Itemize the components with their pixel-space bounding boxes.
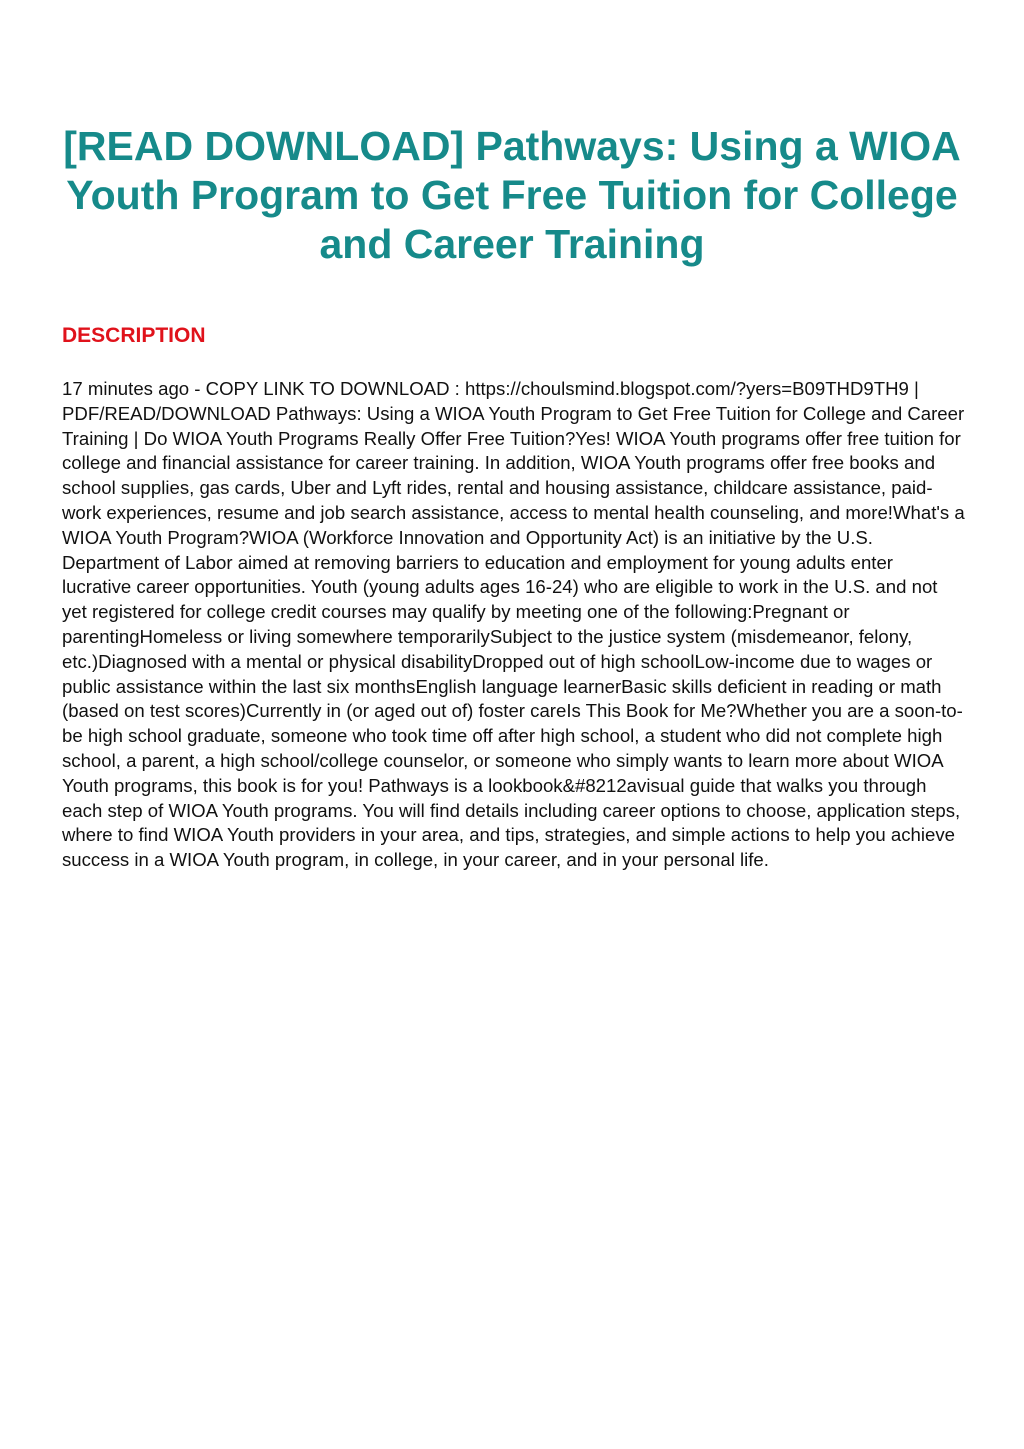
description-text: 17 minutes ago - COPY LINK TO DOWNLOAD : https://choulsmind.blogspot.com/?yers=B09THD9TH9 | PDF/READ/DOWNLOAD Pathways: Using a WIOA Youth Program to Get Free Tuition for College and Career Training | Do WIOA Youth Programs Really Offer Free Tuition?Yes! WIOA Youth programs offer free tuition for college and financial assistance for career training. In addition, WIOA Youth programs offer free books and school supplies, gas cards, Uber and Lyft rides, rental and housing assistance, childcare assistance, paid-work experiences, resume and job search assistance, access to mental health counseling, and more!What's a WIOA Youth Program?WIOA (Workforce Innovation and Opportunity Act) is an initiative by the U.S. Department of Labor aimed at removing barriers to education and employment for young adults enter lucrative career opportunities. Youth (young adults ages 16-24) who are eligible to work in the U.S. and not yet registered for college credit courses may qualify by meeting one of the following:Pregnant or parentingHomeless or living somewhere temporarilySubject to the justice system (misdemeanor, felony, etc.)Diagnosed with a mental or physical disabilityDropped out of high schoolLow-income due to wages or public assistance within the last six monthsEnglish language learnerBasic skills deficient in reading or math (based on test scores)Currently in (or aged out of) foster careIs This Book for Me?Whether you are a soon-to-be high school graduate, someone who took time off after high school, a student who did not complete high school, a parent, a high school/college counselor, or someone who simply wants to learn more about WIOA Youth programs, this book is for you! Pathways is a lookbook&#8212avisual guide that walks you through each step of WIOA Youth programs. You will find details including career options to choose, application steps, where to find WIOA Youth providers in your area, and tips, strategies, and simple actions to help you achieve success in a WIOA Youth program, in college, in your career, and in your personal life. <box>62 378 965 871</box>
document-title: [READ DOWNLOAD] Pathways: Using a WIOA Youth Program to Get Free Tuition for College and Career Training <box>63 123 961 267</box>
section-heading-description: DESCRIPTION <box>62 324 206 347</box>
